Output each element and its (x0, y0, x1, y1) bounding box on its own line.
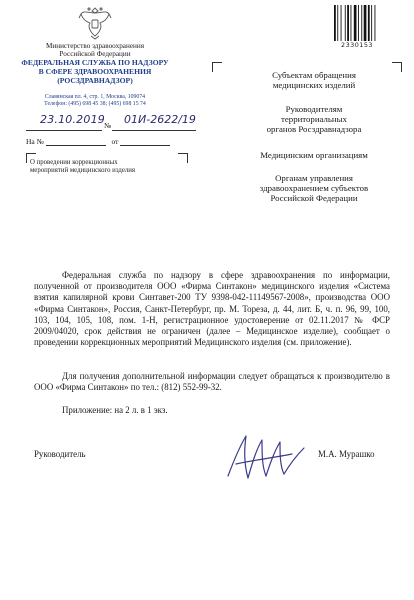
signatory-name: М.А. Мурашко (318, 449, 375, 459)
service-line-2: В СФЕРЕ ЗДРАВООХРАНЕНИЯ (38, 66, 152, 76)
addressee-2 (244, 104, 384, 135)
barcode-bar (358, 5, 359, 41)
barcode-bar (368, 5, 370, 41)
barcode-bar (347, 5, 349, 41)
barcode-bar (351, 5, 352, 41)
barcode-bar (361, 5, 362, 41)
ministry-line-1: Министерство здравоохранения (45, 42, 145, 50)
signatory-role: Руководитель (34, 449, 86, 459)
registration-date: 23.10.2019 (40, 113, 105, 126)
addressee-3 (244, 150, 384, 160)
barcode-bar (354, 5, 357, 41)
barcode-bar (375, 5, 376, 41)
na-label: На № (26, 137, 44, 146)
addressee-1 (244, 70, 384, 90)
barcode-bar (345, 5, 346, 41)
ot-blank (120, 145, 170, 146)
addressee-4-line-1: Органам управления (275, 173, 353, 183)
barcode-number: 2330153 (341, 41, 373, 49)
barcode-bar (337, 5, 338, 41)
addressee-1-line-1: Субъектам обращения (272, 70, 356, 80)
barcode-bar (334, 5, 336, 41)
subject-line-1: О проведении коррекционных (30, 159, 118, 166)
ministry-name (20, 42, 170, 59)
registration-number: 01И-2622/19 (124, 113, 196, 126)
ministry-line-2: Российской Федерации (59, 50, 131, 59)
addressee-2-line-2: территориальных (281, 114, 347, 125)
coat-of-arms-icon (78, 4, 112, 40)
service-name (20, 59, 170, 85)
addressee-4-line-2: здравоохранением субъектов (259, 183, 369, 194)
addressee-bracket-left (212, 62, 222, 72)
addressee-3-line-1: Медицинским организациям (260, 150, 368, 160)
addressee-1-line-2: медицинских изделий (272, 80, 356, 91)
service-line-3: (РОСЗДРАВНАДЗОР) (57, 75, 133, 85)
reference-line (26, 137, 170, 146)
address-line-1: Славянская пл. 4, стр. 1, Москва, 109074 (44, 94, 146, 100)
service-address (20, 94, 170, 109)
subject-line-2: мероприятий медицинского изделия (30, 167, 136, 175)
appendix-note: Приложение: на 2 л. в 1 экз. (62, 405, 168, 415)
handwritten-signature (210, 420, 310, 490)
barcode-bar (371, 5, 372, 41)
address-line-2: Телефон: (495) 698 45 38; (495) 698 15 74 (44, 101, 146, 108)
ot-label: от (111, 137, 119, 146)
addressee-4-line-3: Российской Федерации (270, 193, 358, 204)
addressee-2-line-1: Руководителям (285, 104, 343, 114)
barcode-bar (364, 5, 367, 41)
body-paragraph-2: Для получения дополнительной информации следует обращаться к производителю в ООО «Фирма Синтакон» по тел.: (812) 552-99-32. (34, 371, 390, 393)
service-line-1: ФЕДЕРАЛЬНАЯ СЛУЖБА ПО НАДЗОРУ (21, 58, 169, 67)
registration-number-label: № (104, 121, 112, 130)
addressee-4 (244, 173, 384, 204)
letter-subject (30, 159, 180, 176)
addressee-2-line-3: органов Росздравнадзора (266, 124, 362, 135)
registration-line-rule (26, 130, 102, 131)
body-paragraph-1: Федеральная служба по надзору в сфере здравоохранения по информации, полученной от производителя ООО «Фирма Синтакон» медицинского изделия «Система взятия капилярной крови Синтавет-200 ТУ 9398-042-11149567-2008», производства ООО «Фирма Синтакон», Россия, Санкт-Петербург, пр. М. Тореза, д. 44, лит. Б, ч. п. 96, 99, 100, 103, 104, 105, 108, пом. 1-Н, регистрационное удостоверение от 02.11.2017 № ФСР 2009/04020, срок действия не ограничен (далее – Медицинское изделие), сообщает о проведении коррекционных мероприятий Медицинского изделия (см. приложение). (34, 270, 390, 348)
na-blank (46, 145, 106, 146)
barcode-bar (341, 5, 342, 41)
addressee-bracket-right (392, 62, 402, 72)
barcode-icon (333, 5, 381, 41)
registration-number-rule (112, 130, 196, 131)
